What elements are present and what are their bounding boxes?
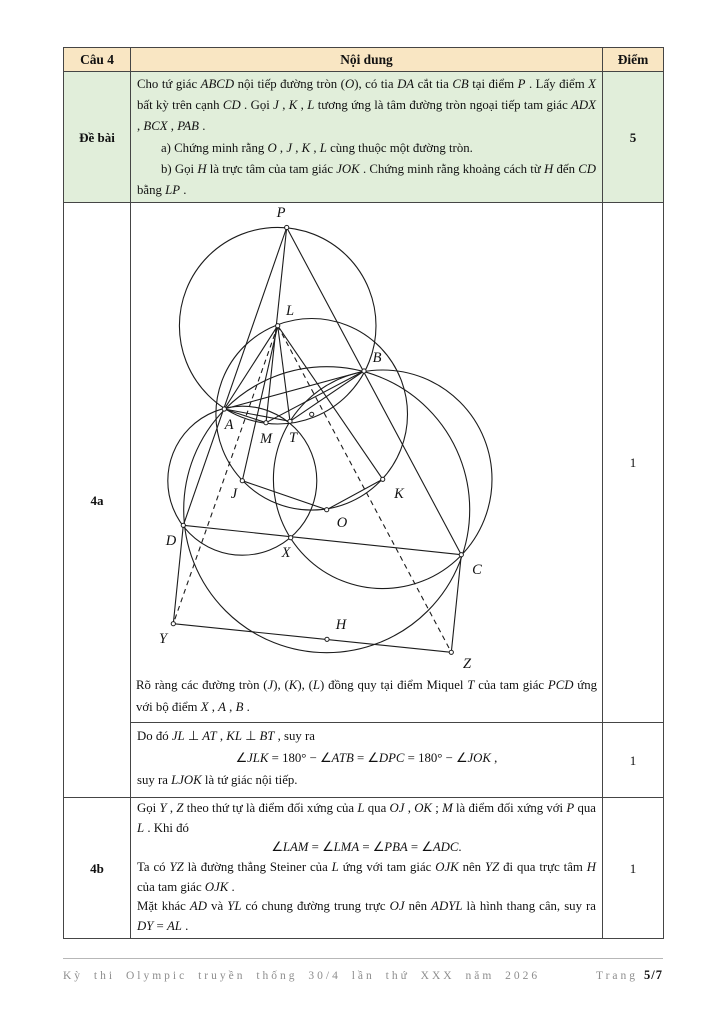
row-label-4a: 4a: [64, 203, 131, 798]
row-label-de-bai: Đề bài: [64, 72, 131, 203]
solution-4b-paragraph-1: Gọi Y , Z theo thứ tự là điểm đối xứng của L qua OJ , OK ; M là điểm đối xứng với P qua L . Khi đó: [137, 801, 596, 835]
solution-4b-row: [64, 798, 664, 939]
footer-page-number: 5/7: [644, 968, 663, 982]
solution-table: [63, 47, 664, 939]
svg-text:O: O: [336, 515, 348, 532]
solution-4a-row: [64, 203, 664, 723]
header-cau4: Câu 4: [64, 48, 131, 72]
argument-4a: [131, 723, 603, 798]
problem-paragraph-1: Cho tứ giác ABCD nội tiếp đường tròn (O), có tia DA cắt tia CB tại điểm P . Lấy điểm X bất kỳ trên cạnh CD . Gọi J , K , L tương ứng là tâm đường tròn ngoại tiếp tam giác ADX , BCX , PAB .: [137, 77, 596, 134]
solution-4b: [131, 798, 603, 939]
page-footer: [63, 958, 663, 984]
table-header-row: [64, 48, 664, 72]
argument-line-1: Do đó JL ⊥ AT , KL ⊥ BT , suy ra: [137, 729, 315, 744]
svg-text:K: K: [394, 486, 404, 503]
svg-text:Z: Z: [462, 656, 472, 673]
svg-text:J: J: [230, 486, 238, 503]
angle-equation-4b: ∠LAM = ∠LMA = ∠PBA = ∠ADC.: [271, 840, 462, 855]
svg-text:P: P: [276, 205, 286, 222]
solution-4b-paragraph-2: Ta có YZ là đường thẳng Steiner của L ứng với tam giác OJK nên YZ đi qua trực tâm H của tam giác OJK .: [137, 860, 596, 894]
figure-caption: Rõ ràng các đường tròn (J), (K), (L) đồng quy tại điểm Miquel T của tam giác PCD ứng với bộ điểm X , A , B .: [136, 678, 598, 714]
footer-page-indicator: [596, 966, 663, 984]
score-de-bai: 5: [603, 72, 664, 203]
solution-4b-paragraph-3: Mặt khác AD và YL có chung đường trung trực OJ nên ADYL là hình thang cân, suy ra DY = AL .: [137, 899, 596, 933]
header-noi-dung: Nội dung: [131, 48, 603, 72]
row-label-4b: 4b: [64, 798, 131, 939]
svg-text:Y: Y: [158, 631, 168, 648]
score-4a-figure: 1: [603, 203, 664, 723]
score-4a-argument: 1: [603, 723, 664, 798]
geometry-figure: [131, 203, 601, 675]
header-diem: Điểm: [603, 48, 664, 72]
svg-text:X: X: [281, 545, 291, 562]
score-4b: 1: [603, 798, 664, 939]
angle-equation-4a: ∠JLK = 180° − ∠ATB = ∠DPC = 180° − ∠JOK ,: [235, 751, 498, 766]
svg-text:D: D: [165, 533, 177, 550]
svg-text:H: H: [335, 617, 347, 634]
footer-exam-title: Kỳ thi Olympic truyền thống 30/4 lần thứ XXX năm 2026: [63, 970, 541, 982]
svg-text:T: T: [288, 430, 298, 447]
svg-text:A: A: [224, 417, 234, 434]
figure-cell: [131, 203, 603, 723]
svg-text:L: L: [285, 303, 295, 320]
problem-statement: [131, 72, 603, 203]
problem-row: [64, 72, 664, 203]
footer-trang-label: Trang: [595, 970, 639, 982]
argument-line-2: suy ra LJOK là tứ giác nội tiếp.: [137, 773, 298, 788]
svg-text:C: C: [472, 562, 482, 579]
problem-part-a: a) Chứng minh rằng O , J , K , L cùng thuộc một đường tròn.: [161, 140, 473, 155]
svg-text:M: M: [259, 431, 273, 448]
svg-text:B: B: [372, 350, 382, 367]
solution-4a-argument-row: [64, 723, 664, 798]
problem-part-b: b) Gọi H là trực tâm của tam giác JOK . Chứng minh rằng khoảng cách từ H đến CD bằng LP .: [137, 161, 596, 198]
